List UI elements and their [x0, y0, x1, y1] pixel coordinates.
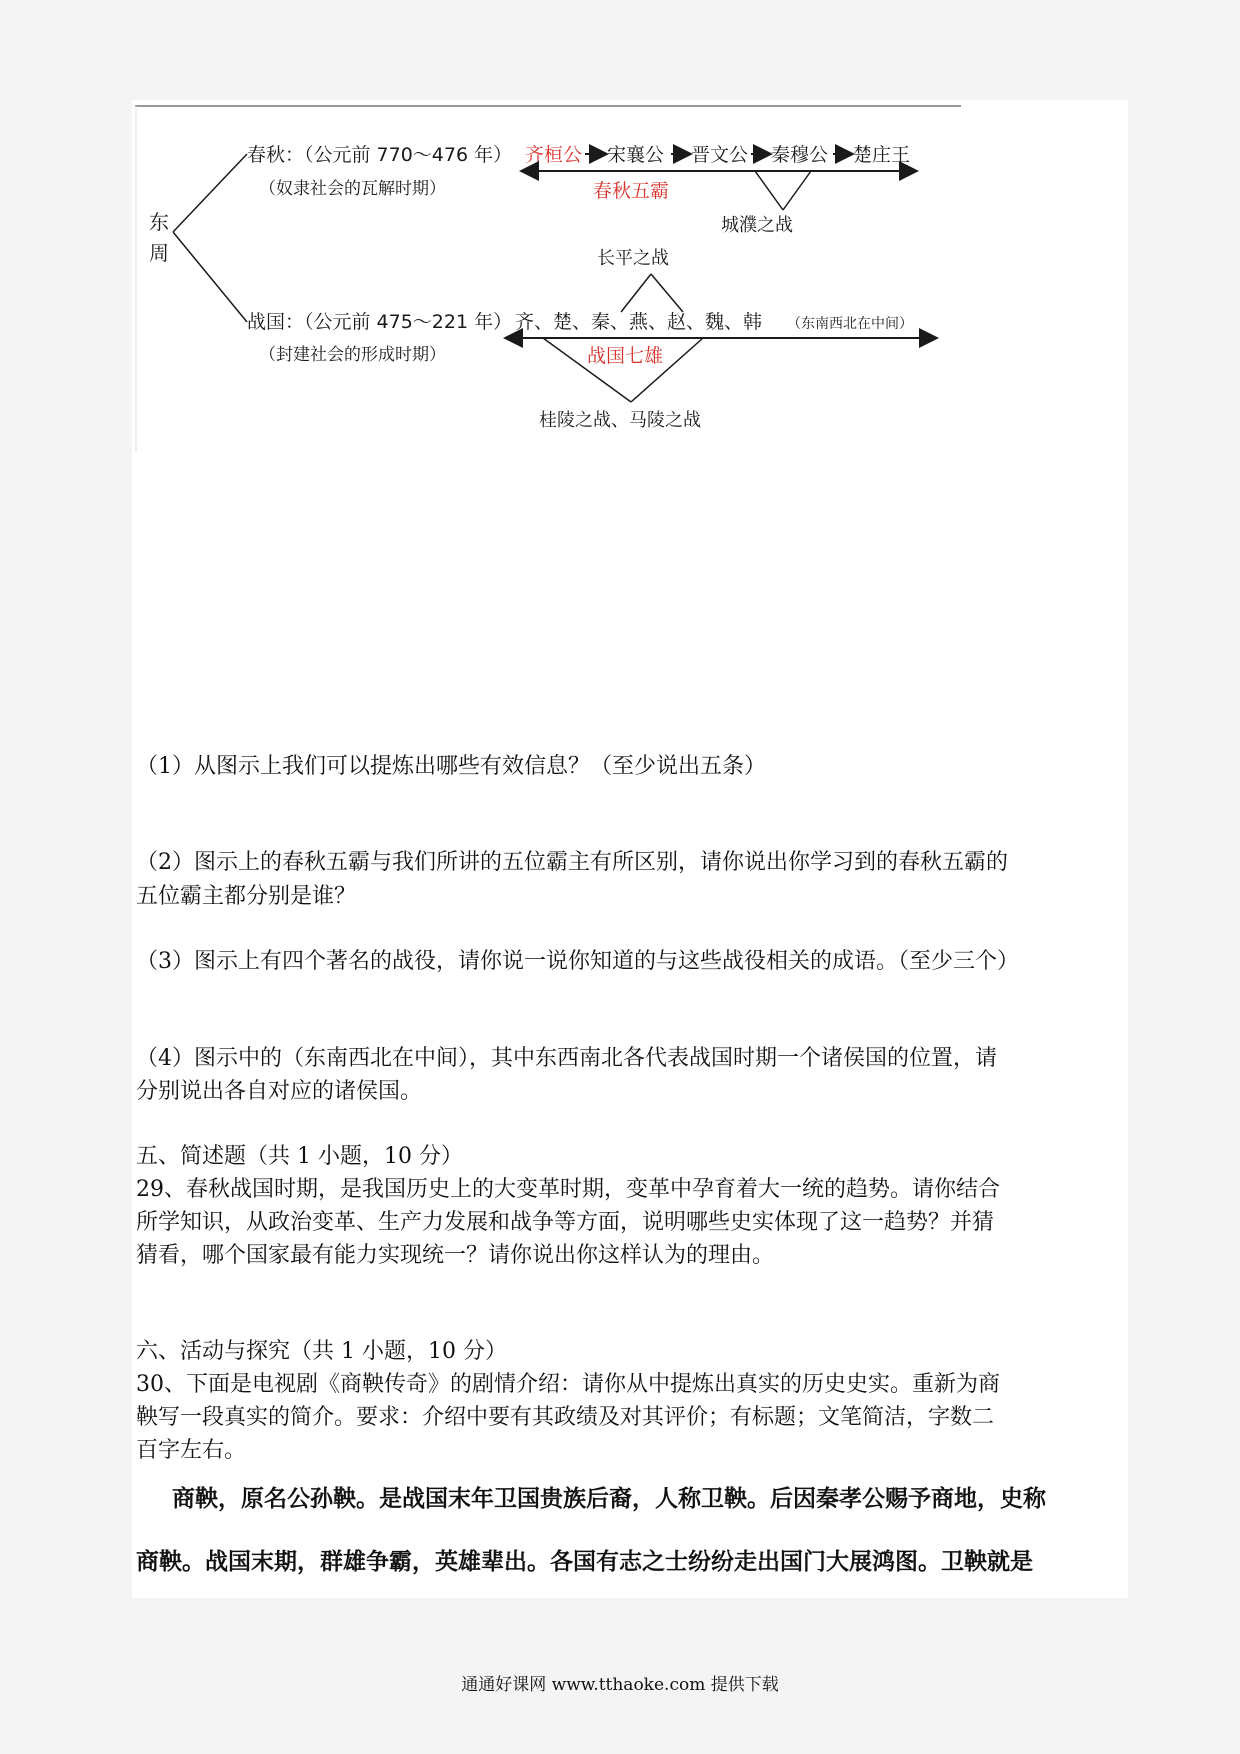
chunqiu-group-label: 春秋五霸	[593, 180, 670, 202]
zhanguo-note: （东南西北在中间）	[787, 316, 913, 332]
zhanguo-group-label: 战国七雄	[587, 345, 664, 367]
question-4-line-1: （4）图示中的（东南西北在中间），其中东西南北各代表战国时期一个诸侯国的位置，请	[136, 1046, 998, 1071]
section-5-line-2: 所学知识，从政治变革、生产力发展和战争等方面，说明哪些史实体现了这一趋势？并猜	[136, 1210, 995, 1235]
eastern-zhou-diagram	[135, 104, 965, 454]
ruler-1: 齐桓公	[525, 144, 583, 166]
section-5-line-3: 猜看，哪个国家最有能力实现统一？请你说出你这样认为的理由。	[136, 1243, 775, 1268]
section-5-line-1: 29、春秋战国时期，是我国历史上的大变革时期，变革中孕育着大一统的趋势。请你结合	[136, 1177, 1000, 1202]
passage-line-2: 商鞅。战国末期，群雄争霸，英雄辈出。各国有志之士纷纷走出国门大展鸿图。卫鞅就是	[136, 1549, 1033, 1575]
question-2-line-2: 五位霸主都分别是谁？	[136, 884, 357, 909]
section-5-heading: 五、简述题（共 1 小题，10 分）	[136, 1144, 463, 1169]
ruler-4: 秦穆公	[771, 144, 829, 166]
section-6-line-1: 30、下面是电视剧《商鞅传奇》的剧情介绍：请你从中提炼出真实的历史史实。重新为商	[136, 1372, 1000, 1397]
section-6-line-3: 百字左右。	[136, 1438, 247, 1463]
page-footer: 通通好课网 www.tthaoke.com 提供下载	[461, 1675, 779, 1695]
zhanguo-period: 战国：（公元前 475～221 年）	[247, 311, 513, 333]
branch-lower	[173, 232, 247, 322]
chunqiu-nature: （奴隶社会的瓦解时期）	[259, 179, 446, 199]
branch-upper	[173, 154, 247, 232]
question-2-line-1: （2）图示上的春秋五霸与我们所讲的五位霸主有所区别，请你说出你学习到的春秋五霸的	[136, 850, 1009, 875]
section-6-heading: 六、活动与探究（共 1 小题，10 分）	[136, 1339, 507, 1364]
battle-changping: 长平之战	[597, 248, 669, 269]
passage-line-1: 商鞅，原名公孙鞅。是战国末年卫国贵族后裔，人称卫鞅。后因秦孝公赐予商地，史称	[172, 1486, 1046, 1512]
question-4-line-2: 分别说出各自对应的诸侯国。	[136, 1079, 423, 1104]
battle-chengpu: 城濮之战	[721, 215, 793, 236]
ruler-5: 楚庄王	[853, 144, 911, 166]
zhanguo-states: 齐、楚、秦、燕、赵、魏、韩	[515, 311, 763, 333]
ruler-3: 晋文公	[691, 144, 749, 166]
ruler-2: 宋襄公	[607, 144, 665, 166]
root-label-1: 东	[149, 210, 169, 234]
root-label-2: 周	[149, 241, 169, 265]
question-1: （1）从图示上我们可以提炼出哪些有效信息？（至少说出五条）	[136, 754, 766, 779]
zhanguo-nature: （封建社会的形成时期）	[259, 345, 446, 365]
section-6-line-2: 鞅写一段真实的简介。要求：介绍中要有其政绩及对其评价；有标题；文笔简洁，字数二	[136, 1405, 995, 1430]
battle-guiling-maling: 桂陵之战、马陵之战	[539, 410, 701, 431]
chunqiu-period: 春秋：（公元前 770～476 年）	[247, 144, 513, 166]
question-3: （3）图示上有四个著名的战役，请你说一说你知道的与这些战役相关的成语。（至少三个）	[136, 949, 1020, 974]
